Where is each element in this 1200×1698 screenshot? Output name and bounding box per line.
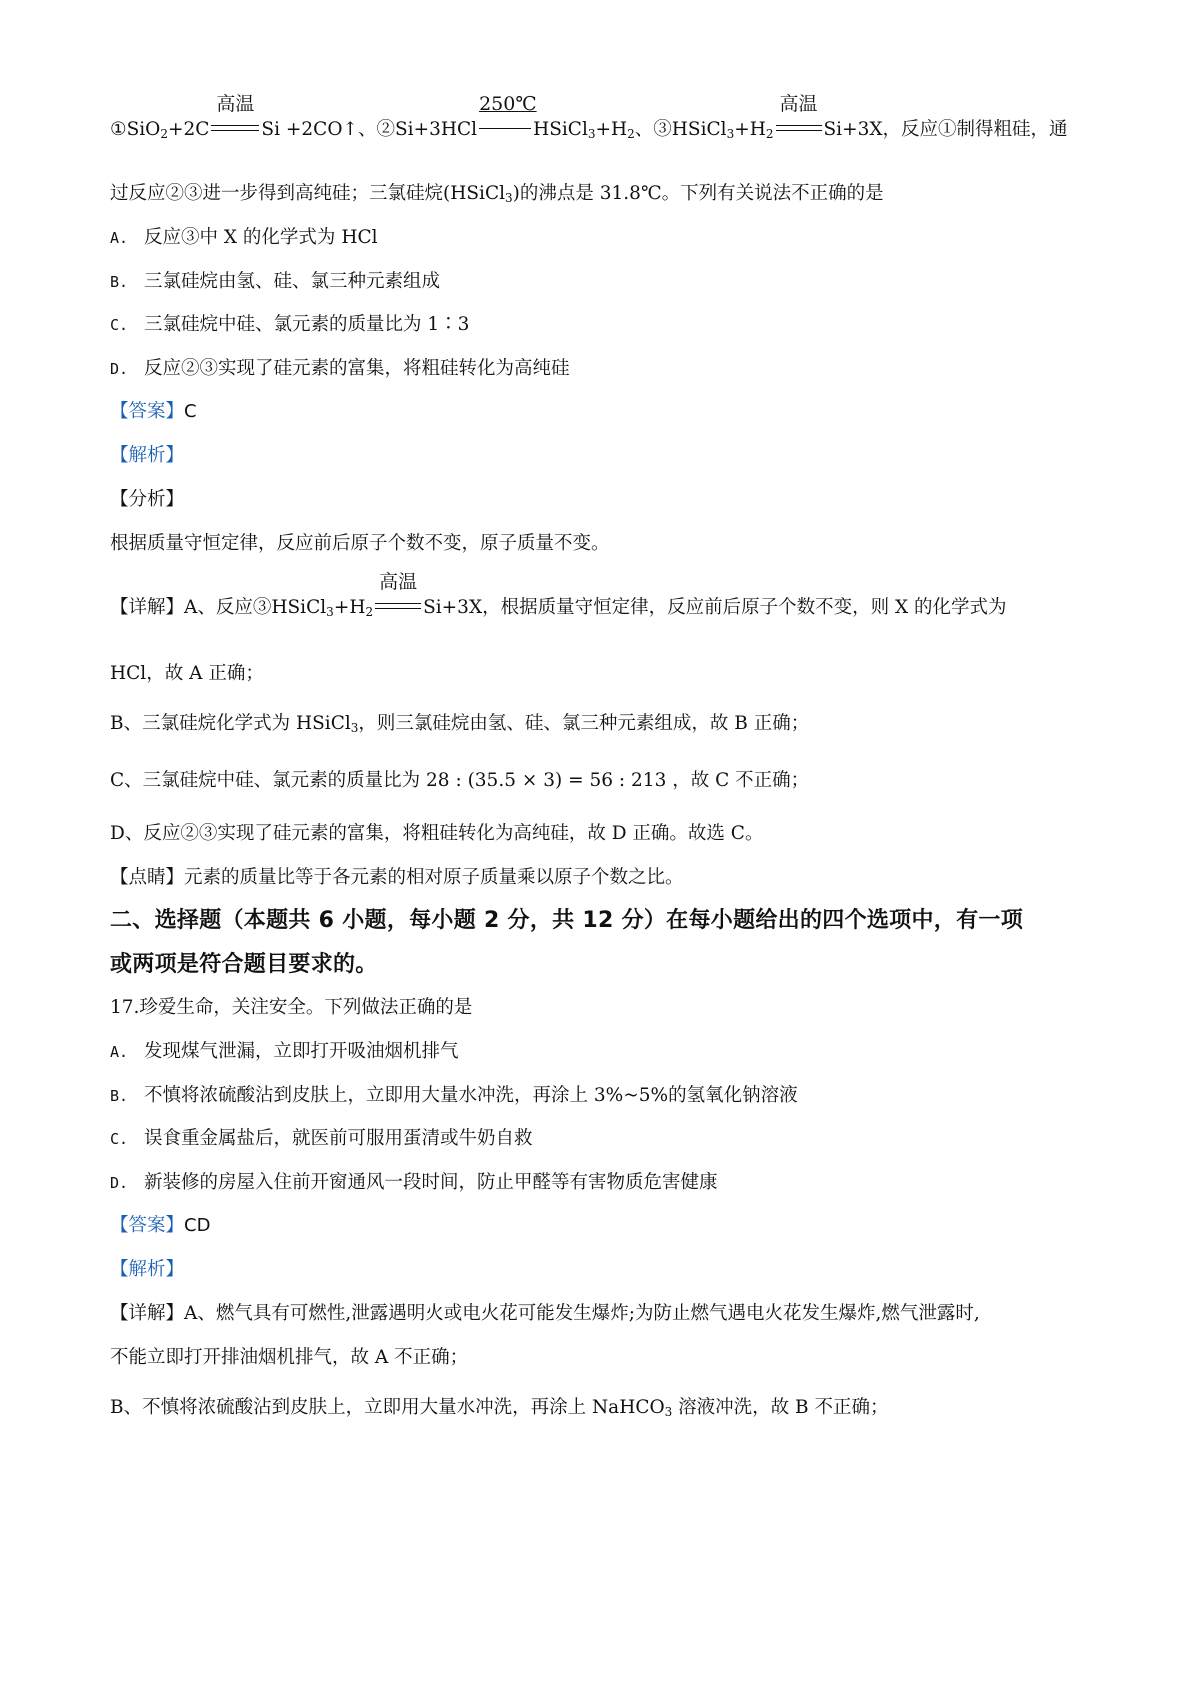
q16-option-c: C. 三氯硅烷中硅、氯元素的质量比为 1∶3 — [110, 314, 470, 335]
q17-analysis-tag: 【解析】 — [110, 1259, 185, 1280]
section2-heading-line2: 或两项是符合题目要求的。 — [110, 952, 378, 977]
q17-detail-b: B、不慎将浓硫酸沾到皮肤上，立即用大量水冲洗，再涂上 NaHCO$_3$ 溶液冲洗，故 B 不正确； — [110, 1397, 889, 1419]
q17-detail-a: 【详解】A、燃气具有可燃性,泄露遇明火或电火花可能发生爆炸;为防止燃气遇电火花发生爆炸,燃气泄露时, — [110, 1303, 980, 1324]
q16-option-a: A. 反应③中 X 的化学式为 HCl — [110, 227, 378, 248]
q16-detail-a: 【详解】A、反应$③HSiCl_3+H_2$ 高温 Si+3X，根据质量守恒定律，反应前后原子个数不变，则 X 的化学式为 — [110, 594, 1007, 622]
q16-detail-d: D、反应②③实现了硅元素的富集，将粗硅转化为高纯硅，故 D 正确。故选 C。 — [110, 823, 764, 844]
q16-option-b: B. 三氯硅烷由氢、硅、氯三种元素组成 — [110, 271, 441, 292]
q16-analysis-tag: 【解析】 — [110, 445, 185, 466]
q16-option-d: D. 反应②③实现了硅元素的富集，将粗硅转化为高纯硅 — [110, 358, 570, 379]
q17-option-b: B. 不慎将浓硫酸沾到皮肤上，立即用大量水冲洗，再涂上 3%~5%的氢氧化钠溶液 — [110, 1085, 798, 1106]
q16-stem-line2: 过反应②③进一步得到高纯硅；三氯硅烷(HSiCl$_3$)的沸点是 31.8℃。下列有关说法不正确的是 — [110, 183, 884, 205]
q16-fenxi-text: 根据质量守恒定律，反应前后原子个数不变，原子质量不变。 — [110, 533, 610, 554]
q16-detail-c: C、三氯硅烷中硅、氯元素的质量比为 28 : (35.5 × 3) = 56 : 213 ，故 C 不正确； — [110, 770, 810, 791]
reaction-condition-high-temp: 高温 — [776, 116, 822, 144]
q17-stem: 17.珍爱生命，关注安全。下列做法正确的是 — [110, 997, 473, 1018]
q16-fenxi-tag: 【分析】 — [110, 489, 185, 510]
q16-detail-a-line2: HCl，故 A 正确； — [110, 663, 264, 684]
section2-heading-line1: 二、选择题（本题共 6 小题，每小题 2 分，共 12 分）在每小题给出的四个选项中，有一项 — [110, 908, 1023, 933]
q16-detail-b: B、三氯硅烷化学式为 HSiCl$_3$，则三氯硅烷由氢、硅、氯三种元素组成，故 B 正确； — [110, 713, 810, 735]
reaction-condition-high-temp: 高温 — [375, 594, 421, 622]
q17-option-c: C. 误食重金属盐后，就医前可服用蛋清或牛奶自救 — [110, 1128, 533, 1149]
q17-answer: 【答案】CD — [110, 1215, 211, 1236]
q16-answer: 【答案】C — [110, 401, 197, 422]
reaction-condition-high-temp: 高温 — [211, 116, 259, 144]
q17-detail-a-line2: 不能立即打开排油烟机排气，故 A 不正确； — [110, 1347, 469, 1368]
q17-option-a: A. 发现煤气泄漏，立即打开吸油烟机排气 — [110, 1041, 459, 1062]
q17-option-d: D. 新装修的房屋入住前开窗通风一段时间，防止甲醛等有害物质危害健康 — [110, 1172, 718, 1193]
q16-dianjing: 【点睛】元素的质量比等于各元素的相对原子质量乘以原子个数之比。 — [110, 867, 684, 888]
reaction-condition-250c: 250℃ — [479, 116, 531, 144]
q16-equation-line: ①SiO$_2$+2C 高温 Si +2CO↑、②Si+3HCl 250℃ $HSiCl_3+H_2$、$③HSiCl_3+H_2$ 高温 Si+3X，反应①制得粗硅，通 — [110, 116, 1068, 144]
